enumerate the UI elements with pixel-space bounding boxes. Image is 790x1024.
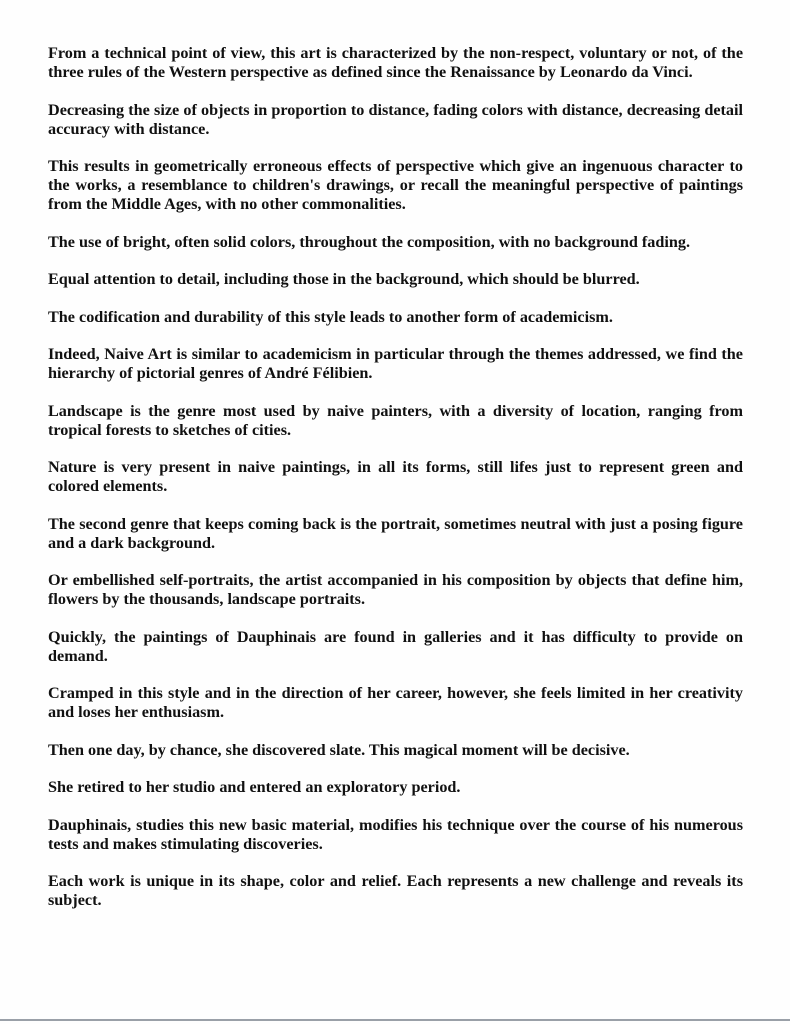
body-text bbox=[48, 44, 743, 929]
paragraph: Equal attention to detail, including those in the background, which should be blurred. bbox=[48, 270, 640, 288]
paragraph: Decreasing the size of objects in proportion to distance, fading colors with distance, decreasing detail accuracy with distance. bbox=[48, 100, 743, 138]
paragraph: Cramped in this style and in the direction of her career, however, she feels limited in her creativity and loses her enthusiasm. bbox=[48, 684, 743, 721]
paragraph: She retired to her studio and entered an exploratory period. bbox=[48, 778, 461, 796]
paragraph: The codification and durability of this style leads to another form of academicism. bbox=[48, 307, 613, 326]
paragraph: The use of bright, often solid colors, throughout the composition, with no background fading. bbox=[48, 232, 691, 251]
paragraph: The second genre that keeps coming back is the portrait, sometimes neutral with just a posing figure and a dark background. bbox=[48, 514, 743, 552]
paragraph: Landscape is the genre most used by naive painters, with a diversity of location, ranging from tropical forests to sketches of cities. bbox=[48, 401, 743, 439]
paragraph: Nature is very present in naive paintings, in all its forms, still lifes just to represent green and colored elements. bbox=[48, 458, 743, 495]
paragraph: From a technical point of view, this art is characterized by the non-respect, voluntary or not, of the three rules of the Western perspective as defined since the Renaissance by Leonardo da Vinci. bbox=[48, 44, 743, 81]
paragraph: Dauphinais, studies this new basic material, modifies his technique over the course of his numerous tests and makes stimulating discoveries. bbox=[48, 815, 743, 853]
paragraph: Then one day, by chance, she discovered slate. This magical moment will be decisive. bbox=[48, 740, 630, 759]
paragraph: Each work is unique in its shape, color and relief. Each represents a new challenge and reveals its subject. bbox=[48, 872, 743, 909]
page-bottom-edge bbox=[0, 1019, 790, 1021]
paragraph: Indeed, Naive Art is similar to academicism in particular through the themes addressed, we find the hierarchy of pictorial genres of André Félibien. bbox=[48, 345, 743, 382]
paragraph: Quickly, the paintings of Dauphinais are found in galleries and it has difficulty to provide on demand. bbox=[48, 627, 743, 665]
paragraph: This results in geometrically erroneous effects of perspective which give an ingenuous character to the works, a resemblance to children's drawings, or recall the meaningful perspective of paintings from the Middle Ages, with no other commonalities. bbox=[48, 157, 743, 213]
paragraph: Or embellished self-portraits, the artist accompanied in his composition by objects that define him, flowers by the thousands, landscape portraits. bbox=[48, 571, 743, 608]
